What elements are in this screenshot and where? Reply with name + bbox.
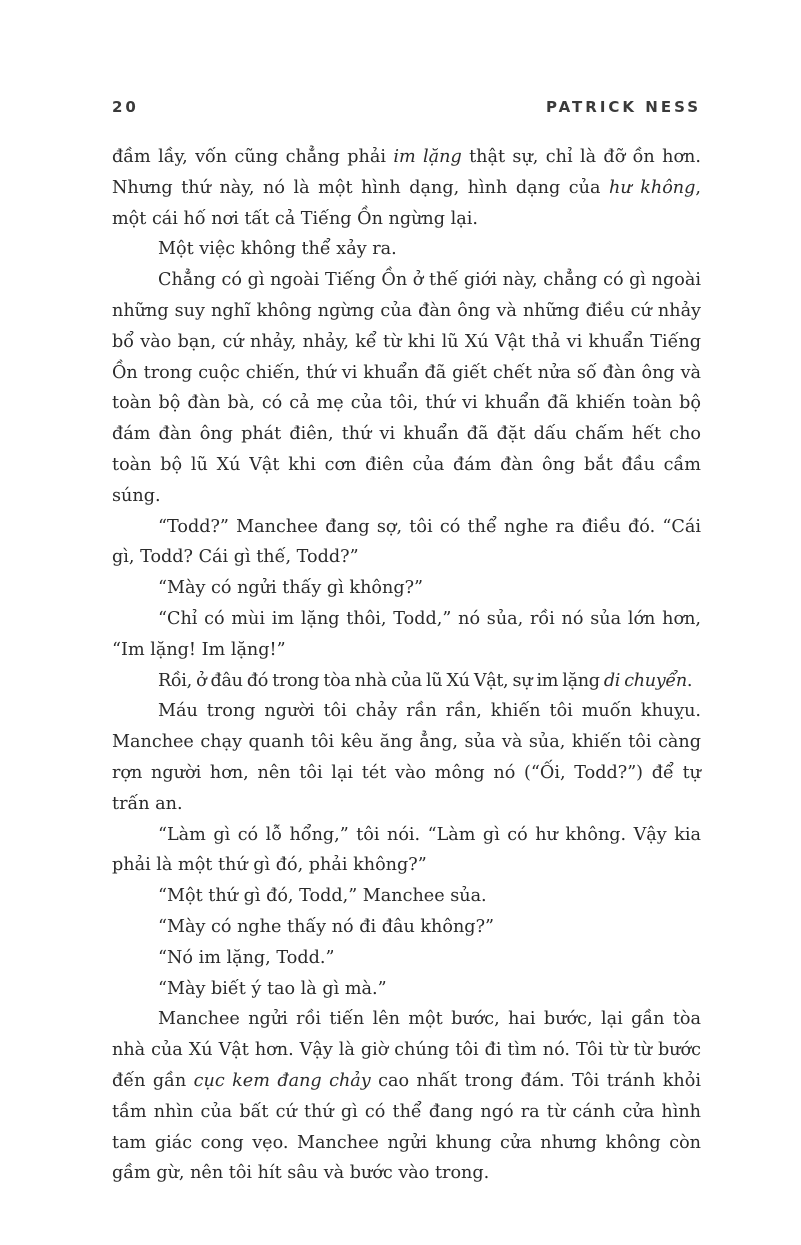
text-run: Máu trong người tôi chảy rần rần, khiến tôi muốn khuỵu. Manchee chạy quanh tôi kêu ăng ẳng, sủa và sủa, khiến tôi càng rợn người hơn, nên tôi lại tét vào mông nó (“Ối, Todd?”) để tự trấn an.	[112, 701, 701, 814]
paragraph	[112, 604, 701, 666]
paragraph	[112, 234, 701, 265]
text-run: thật sự, chỉ là đỡ ồn hơn. Nhưng thứ này, nó là một hình dạng, hình dạng của	[112, 147, 701, 198]
paragraph	[112, 881, 701, 912]
italic-text: hư không	[609, 177, 696, 198]
text-run: Chẳng có gì ngoài Tiếng Ồn ở thế giới này, chẳng có gì ngoài những suy nghĩ không ngừng của đàn ông và những điều cứ nhảy bổ vào bạn, cứ nhảy, nhảy, kể từ khi lũ Xú Vật thả vi khuẩn Tiếng Ồn trong cuộc chiến, thứ vi khuẩn đã giết chết nửa số đàn ông và toàn bộ đàn bà, có cả mẹ của tôi, thứ vi khuẩn đã khiến toàn bộ đám đàn ông phát điên, thứ vi khuẩn đã đặt dấu chấm hết cho toàn bộ lũ Xú Vật khi cơn điên của đám đàn ông bắt đầu cầm súng.	[112, 270, 701, 506]
page-header	[112, 98, 701, 122]
paragraph	[112, 573, 701, 604]
text-run: .	[686, 670, 693, 691]
text-run: , một cái hố nơi tất cả Tiếng Ồn ngừng lại.	[112, 177, 701, 229]
running-head-author: PATRICK NESS	[545, 98, 701, 116]
text-run: “Mày biết ý tao là gì mà.”	[158, 978, 387, 999]
paragraph	[112, 265, 701, 511]
text-run: Manchee ngửi rồi tiến lên một bước, hai bước, lại gần tòa nhà của Xú Vật hơn. Vậy là giờ chúng tôi đi tìm nó. Tôi từ từ bước đến gần	[112, 1009, 701, 1091]
text-run: Một việc không thể xảy ra.	[158, 239, 397, 260]
text-run: “Làm gì có lỗ hổng,” tôi nói. “Làm gì có hư không. Vậy kia phải là một thứ gì đó, phải không?”	[112, 824, 701, 876]
paragraph	[112, 974, 701, 1005]
italic-text: cục kem đang chảy	[193, 1070, 371, 1091]
text-run: “Một thứ gì đó, Todd,” Manchee sủa.	[158, 886, 487, 907]
text-run: cao nhất trong đám. Tôi tránh khỏi tầm nhìn của bất cứ thứ gì có thể đang ngó ra từ cánh cửa hình tam giác cong vẹo. Manchee ngửi khung cửa nhưng không còn gầm gừ, nên tôi hít sâu và bước vào trong.	[112, 1070, 701, 1184]
text-run: “Mày có ngửi thấy gì không?”	[158, 578, 424, 599]
paragraph	[112, 512, 701, 574]
paragraph	[112, 943, 701, 974]
paragraph	[112, 912, 701, 943]
paragraph	[112, 666, 701, 697]
paragraph	[112, 142, 701, 234]
text-run: “Mày có nghe thấy nó đi đâu không?”	[158, 916, 494, 937]
italic-text: im lặng	[393, 147, 462, 167]
text-run: đầm lầy, vốn cũng chẳng phải	[112, 147, 394, 167]
body-text	[112, 142, 701, 1189]
text-run: “Chỉ có mùi im lặng thôi, Todd,” nó sủa, rồi nó sủa lớn hơn, “Im lặng! Im lặng!”	[112, 608, 701, 660]
paragraph	[112, 820, 701, 882]
italic-text: di chuyển	[603, 670, 687, 691]
paragraph	[112, 1004, 701, 1189]
paragraph	[112, 696, 701, 819]
text-run: Rồi, ở đâu đó trong tòa nhà của lũ Xú Vật, sự im lặng	[158, 670, 604, 691]
text-run: “Nó im lặng, Todd.”	[158, 947, 335, 968]
page-number: 20	[112, 98, 139, 116]
text-run: “Todd?” Manchee đang sợ, tôi có thể nghe ra điều đó. “Cái gì, Todd? Cái gì thế, Todd?”	[112, 516, 701, 568]
